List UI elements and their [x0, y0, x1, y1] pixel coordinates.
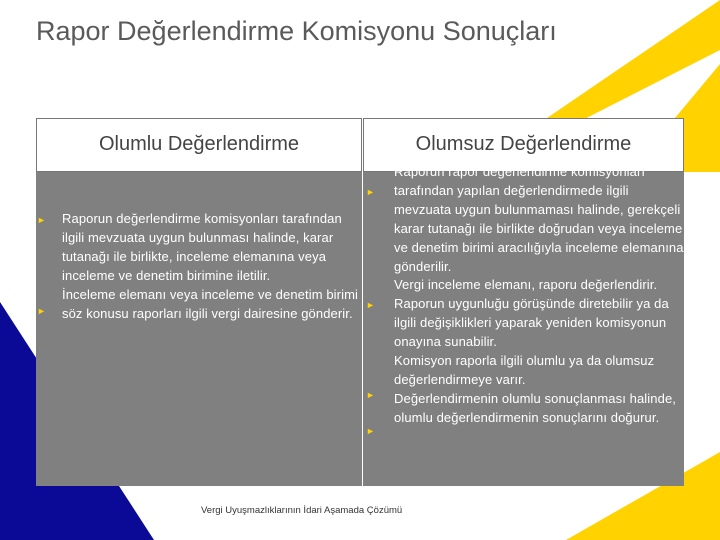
positive-list	[62, 210, 360, 323]
list-item: Vergi inceleme elemanı, raporu değerlendirir. Raporun uygunluğu görüşünde diretebilir ya da ilgili değişiklikleri yaparak yeniden komisyonun onayına sunabilir.	[394, 277, 669, 350]
positive-heading: Olumlu Değerlendirme	[98, 132, 300, 155]
bullet-arrow-icon: ►	[366, 426, 375, 436]
list-item: Komisyon raporla ilgili olumlu ya da olumsuz değerlendirmeye varır.	[394, 353, 655, 387]
page-title: Rapor Değerlendirme Komisyonu Sonuçları	[36, 16, 557, 46]
list-item: Değerlendirmenin olumlu sonuçlanması halinde, olumlu değerlendirmenin sonuçlarını doğurur.	[394, 390, 676, 425]
footer-text: Vergi Uyuşmazlıklarının İdari Aşamada Çözümü	[201, 505, 403, 516]
negative-list	[394, 163, 684, 428]
negative-heading: Olumsuz Değerlendirme	[415, 132, 632, 155]
bullet-arrow-icon: ►	[366, 390, 375, 400]
bullet-arrow-icon: ►	[37, 306, 46, 316]
bullet-arrow-icon: ►	[366, 300, 375, 310]
positive-heading-box	[36, 118, 362, 172]
list-item: Raporun değerlendirme komisyonları tarafından ilgili mevzuata uygun bulunması halinde, karar tutanağı ile birlikte, inceleme elemanına veya inceleme ve denetim birimine iletilir.	[62, 211, 342, 283]
bullet-arrow-icon: ►	[366, 187, 375, 197]
list-item: Raporun rapor değerlendirme komisyonları tarafından yapılan değerlendirmede ilgili mevzuata uygun bulunmaması halinde, gerekçeli karar tutanağı ile birlikte doğrudan veya inceleme ve denetim birimi aracılığıyla inceleme elemanına gönderilir.	[394, 164, 684, 274]
list-item: İnceleme elemanı veya inceleme ve denetim birimi söz konusu raporları ilgili vergi dairesine gönderir.	[62, 286, 358, 321]
bullet-arrow-icon: ►	[37, 215, 46, 225]
